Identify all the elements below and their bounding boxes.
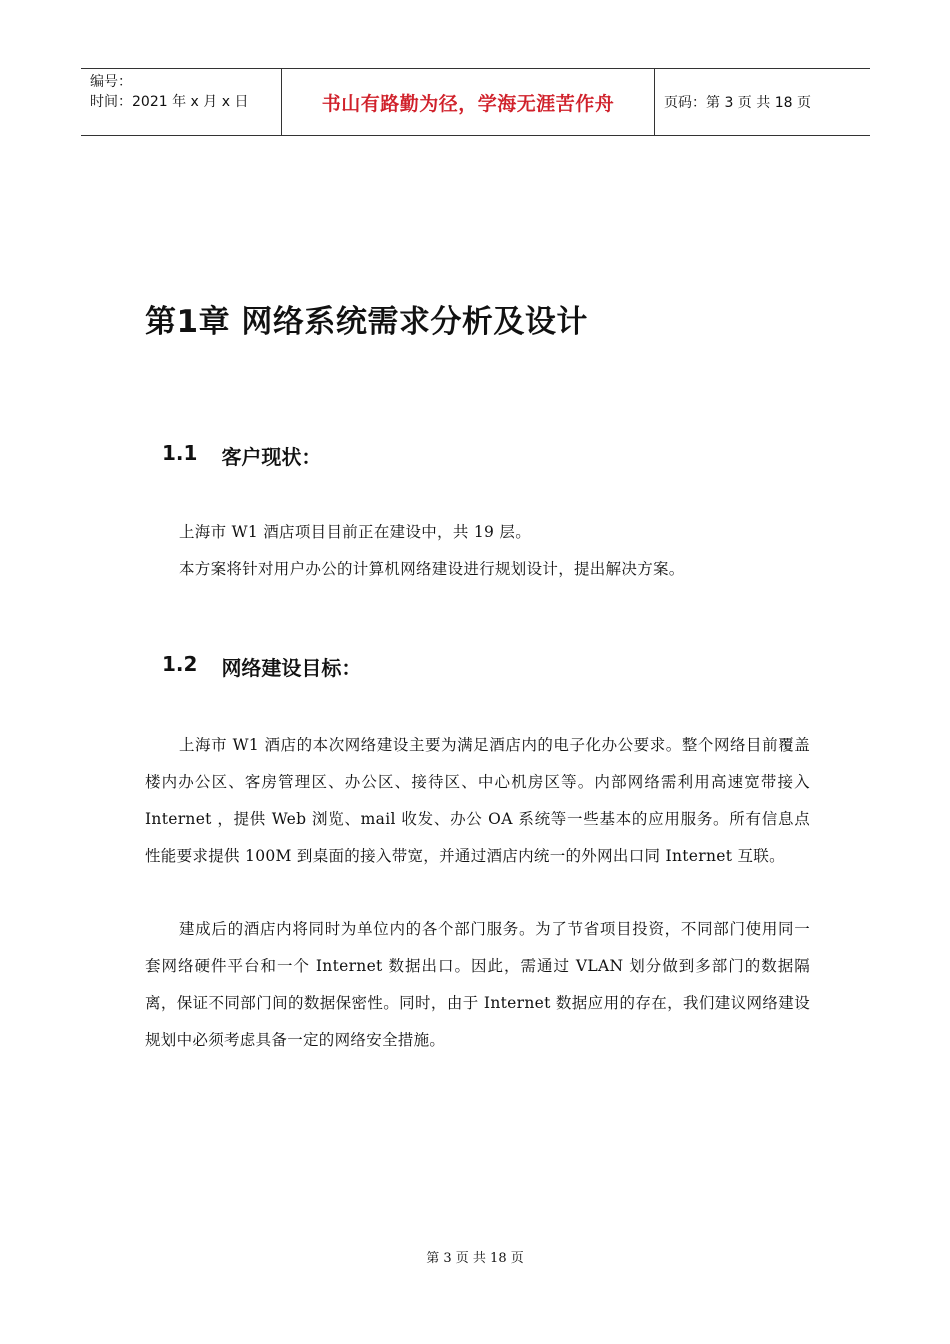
header-left-cell bbox=[81, 69, 282, 135]
paragraph: 上海市 W1 酒店项目目前正在建设中，共 19 层。 bbox=[179, 523, 532, 541]
section-heading-1-2 bbox=[162, 652, 361, 681]
section-title-text: 客户现状： bbox=[221, 445, 322, 469]
paragraph: 建成后的酒店内将同时为单位内的各个部门服务。为了节省项目投资，不同部门使用同一套网络硬件平台和一个 Internet 数据出口。因此，需通过 VLAN 划分做到多部门的数据隔离，保证不同部门间的数据保密性。同时，由于 Internet 数据应用的存在，我们建议网络建设规划中必须考虑具备一定的网络安全措施。 bbox=[145, 920, 810, 1049]
section-number: 1.2 bbox=[162, 652, 198, 676]
date-label: 时间：2021 年 x 月 x 日 bbox=[90, 94, 249, 110]
chapter-title: 第1章 网络系统需求分析及设计 bbox=[145, 304, 588, 340]
page-footer: 第 3 页 共 18 页 bbox=[426, 1251, 524, 1266]
section-heading-1-1 bbox=[162, 441, 321, 470]
paragraph: 本方案将针对用户办公的计算机网络建设进行规划设计，提出解决方案。 bbox=[179, 560, 685, 578]
section-title-text: 网络建设目标： bbox=[221, 656, 362, 680]
header-motto: 书山有路勤为径，学海无涯苦作舟 bbox=[282, 69, 655, 135]
number-label: 编号： bbox=[90, 74, 132, 90]
section-number: 1.1 bbox=[162, 441, 198, 465]
header-page-info: 页码：第 3 页 共 18 页 bbox=[664, 95, 811, 111]
paragraph: 上海市 W1 酒店的本次网络建设主要为满足酒店内的电子化办公要求。整个网络目前覆盖楼内办公区、客房管理区、办公区、接待区、中心机房区等。内部网络需利用高速宽带接入 Internet ，提供 Web 浏览、mail 收发、办公 OA 系统等一些基本的应用服务。所有信息点性能要求提供 100M 到桌面的接入带宽，并通过酒店内统一的外网出口同 Internet 互联。 bbox=[145, 736, 810, 865]
document-header bbox=[81, 68, 870, 136]
